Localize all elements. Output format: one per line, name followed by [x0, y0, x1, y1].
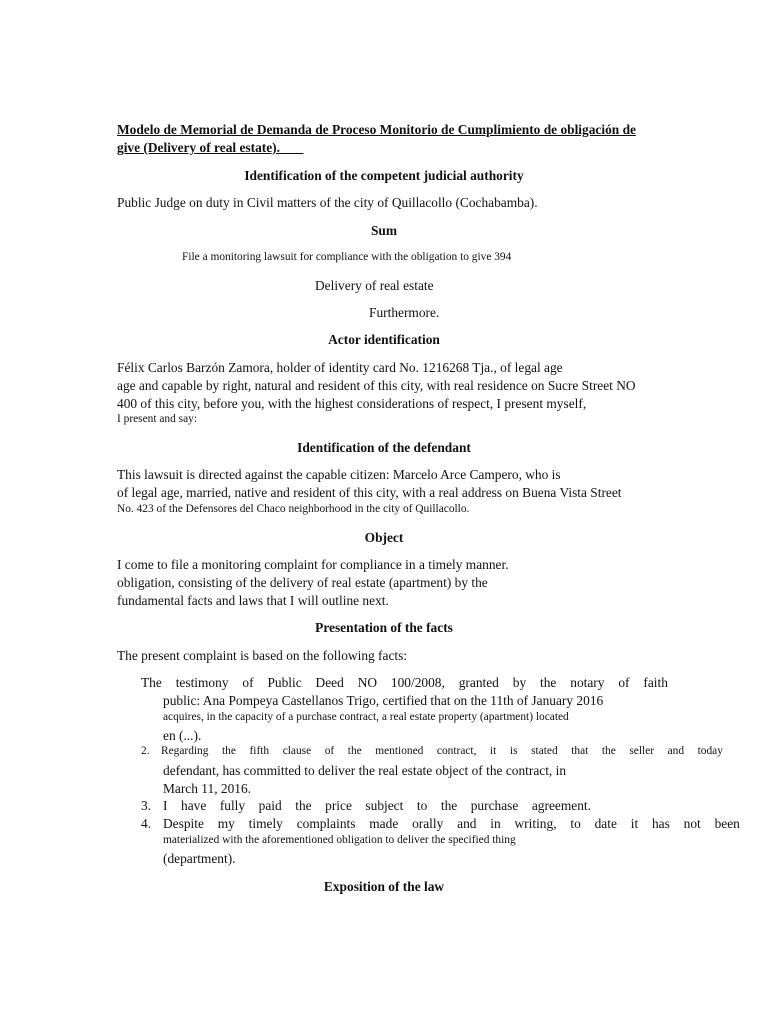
fact-2-word: that [571, 745, 589, 757]
fact-3-word: have [181, 798, 207, 813]
fact-1-word: Public [267, 675, 302, 690]
fact-4-word: complaints [296, 816, 356, 831]
fact-3-word: agreement. [531, 798, 591, 813]
law-heading: Exposition of the law [323, 879, 445, 894]
fact-3-word: the [295, 798, 312, 813]
fact-4-line-1 [163, 817, 740, 830]
facts-heading: Presentation of the facts [315, 620, 453, 635]
defendant-line-2: of legal age, married, native and resident of this city, with a real address on Buena Vista Street [117, 485, 622, 500]
fact-1-line-4: en (...). [163, 728, 202, 743]
document-title-line-2-text: give (Delivery of real estate). [117, 140, 280, 155]
fact-3-word: I [163, 798, 168, 813]
fact-1-word: granted [458, 675, 499, 690]
fact-2-word: it [490, 745, 497, 757]
fact-4-number: 4. [141, 816, 152, 831]
authority-text: Public Judge on duty in Civil matters of the city of Quillacollo (Cochabamba). [117, 195, 538, 210]
fact-4-word: to [570, 816, 581, 831]
fact-4-word: not [683, 816, 701, 831]
fact-4-word: writing, [514, 816, 557, 831]
facts-intro: The present complaint is based on the following facts: [117, 648, 408, 663]
object-line-2: obligation, consisting of the delivery of real estate (apartment) by the [117, 575, 488, 590]
fact-1-word: The [141, 675, 162, 690]
sum-line-3: Furthermore. [369, 305, 440, 320]
fact-4-line-2: materialized with the aforementioned obligation to deliver the specified thing [163, 834, 516, 846]
fact-4-word: Despite [163, 816, 204, 831]
fact-3-word: purchase [470, 798, 519, 813]
fact-3-word: to [416, 798, 428, 813]
fact-2-word: and [667, 745, 685, 757]
fact-1-word: NO [357, 675, 378, 690]
fact-4-word: in [490, 816, 501, 831]
fact-1-word: of [618, 675, 630, 690]
fact-1-line-2: public: Ana Pompeya Castellanos Trigo, certified that on the 11th of January 2016 [163, 693, 604, 708]
document-title-line-1: Modelo de Memorial de Demanda de Proceso Monitorio de Cumplimiento de obligación de [117, 122, 636, 137]
fact-1-word: by [512, 675, 527, 690]
fact-4-word: been [714, 816, 740, 831]
fact-2-word: stated [531, 745, 558, 757]
fact-1-word: the [540, 675, 557, 690]
fact-3-number: 3. [141, 798, 152, 813]
object-heading: Object [364, 530, 404, 545]
fact-3-word: fully [219, 798, 246, 813]
sum-line-1: File a monitoring lawsuit for compliance with the obligation to give 394 [182, 251, 512, 263]
fact-2-word: is [509, 745, 518, 757]
actor-line-4: I present and say: [117, 413, 198, 425]
fact-4-word: my [217, 816, 235, 831]
document-title-line-2 [117, 141, 303, 154]
fact-2-word: contract, [436, 745, 477, 757]
actor-line-3: 400 of this city, before you, with the highest considerations of respect, I present myself, [117, 396, 587, 411]
fact-3-word: subject [365, 798, 404, 813]
fact-2-word: seller [629, 745, 655, 757]
fact-4-word: has [651, 816, 670, 831]
authority-heading: Identification of the competent judicial authority [244, 168, 524, 183]
document-title-line-2-trail [280, 140, 303, 155]
fact-2-word: mentioned [375, 745, 424, 757]
sum-heading: Sum [370, 223, 398, 238]
fact-2-line-1 [161, 746, 723, 757]
defendant-heading: Identification of the defendant [297, 440, 471, 455]
fact-1-word: 100/2008, [390, 675, 445, 690]
fact-2-word: clause [282, 745, 312, 757]
fact-1-word: faith [643, 675, 668, 690]
fact-4-line-3: (department). [163, 851, 236, 866]
fact-2-line-2: defendant, has committed to deliver the real estate object of the contract, in [163, 763, 567, 778]
fact-3-word: paid [258, 798, 282, 813]
object-line-3: fundamental facts and laws that I will outline next. [117, 593, 389, 608]
fact-3-line-1 [163, 799, 591, 812]
fact-1-word: testimony [175, 675, 229, 690]
defendant-line-3: No. 423 of the Defensores del Chaco neighborhood in the city of Quillacollo. [117, 503, 470, 515]
fact-2-number: 2. [141, 745, 150, 757]
fact-1-line-3: acquires, in the capacity of a purchase contract, a real estate property (apartment) located [163, 711, 569, 723]
actor-heading: Actor identification [328, 332, 440, 347]
fact-4-word: it [630, 816, 639, 831]
fact-4-word: made [369, 816, 399, 831]
object-line-1: I come to file a monitoring complaint for compliance in a timely manner. [117, 557, 509, 572]
sum-line-2: Delivery of real estate [315, 278, 434, 293]
fact-2-word: of [324, 745, 335, 757]
fact-1-word: Deed [315, 675, 344, 690]
fact-1-line-1 [141, 676, 668, 689]
actor-line-1: Félix Carlos Barzón Zamora, holder of identity card No. 1216268 Tja., of legal age [117, 360, 563, 375]
fact-3-word: the [440, 798, 458, 813]
fact-1-word: notary [570, 675, 605, 690]
fact-4-word: timely [248, 816, 283, 831]
fact-1-word: of [242, 675, 254, 690]
fact-2-line-3: March 11, 2016. [163, 781, 252, 796]
fact-2-word: the [347, 745, 362, 757]
fact-4-word: date [594, 816, 617, 831]
fact-2-word: the [601, 745, 616, 757]
defendant-line-1: This lawsuit is directed against the capable citizen: Marcelo Arce Campero, who is [117, 467, 561, 482]
fact-2-word: the [222, 745, 236, 757]
fact-2-word: fifth [249, 745, 270, 757]
actor-line-2: age and capable by right, natural and resident of this city, with real residence on Sucre Street NO [117, 378, 636, 393]
fact-2-word: today [697, 745, 723, 757]
fact-4-word: and [457, 816, 477, 831]
fact-4-word: orally [412, 816, 444, 831]
fact-3-word: price [325, 798, 352, 813]
fact-2-word: Regarding [161, 745, 209, 757]
